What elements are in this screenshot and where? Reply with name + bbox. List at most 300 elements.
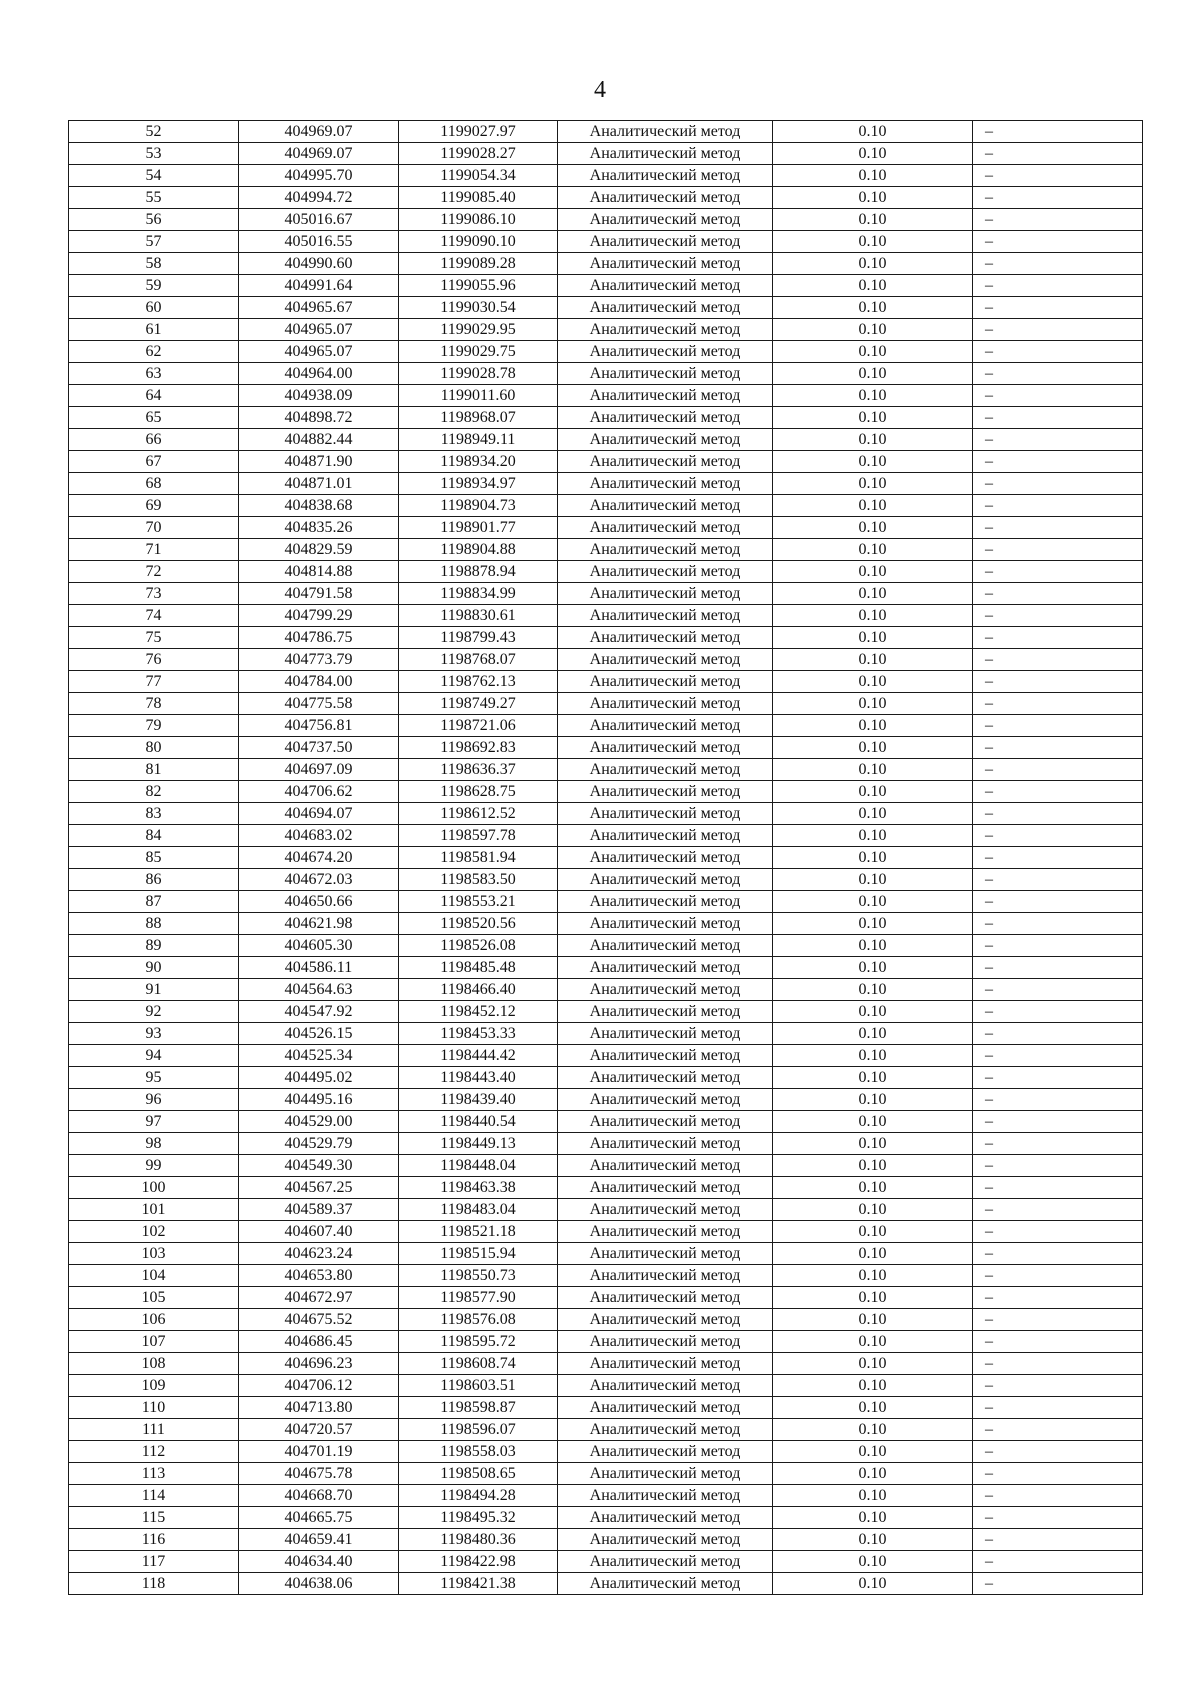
accuracy-cell: 0.10 — [773, 1243, 973, 1265]
point-number-cell: 109 — [69, 1375, 239, 1397]
note-cell: – — [973, 1529, 1143, 1551]
point-number-cell: 90 — [69, 957, 239, 979]
x-coordinate-cell: 404838.68 — [239, 495, 399, 517]
note-cell: – — [973, 1573, 1143, 1595]
point-number-cell: 70 — [69, 517, 239, 539]
x-coordinate-cell: 404791.58 — [239, 583, 399, 605]
table-row — [69, 297, 1143, 319]
table-row — [69, 869, 1143, 891]
point-number-cell: 58 — [69, 253, 239, 275]
note-cell: – — [973, 1045, 1143, 1067]
method-cell: Аналитический метод — [558, 1155, 773, 1177]
table-row — [69, 363, 1143, 385]
y-coordinate-cell: 1198904.88 — [399, 539, 558, 561]
method-cell: Аналитический метод — [558, 1331, 773, 1353]
accuracy-cell: 0.10 — [773, 451, 973, 473]
y-coordinate-cell: 1198598.87 — [399, 1397, 558, 1419]
note-cell: – — [973, 1001, 1143, 1023]
y-coordinate-cell: 1198901.77 — [399, 517, 558, 539]
point-number-cell: 112 — [69, 1441, 239, 1463]
x-coordinate-cell: 404775.58 — [239, 693, 399, 715]
point-number-cell: 98 — [69, 1133, 239, 1155]
point-number-cell: 105 — [69, 1287, 239, 1309]
accuracy-cell: 0.10 — [773, 1045, 973, 1067]
table-row — [69, 1397, 1143, 1419]
x-coordinate-cell: 405016.67 — [239, 209, 399, 231]
y-coordinate-cell: 1199090.10 — [399, 231, 558, 253]
table-row — [69, 1111, 1143, 1133]
note-cell: – — [973, 1067, 1143, 1089]
point-number-cell: 110 — [69, 1397, 239, 1419]
table-row — [69, 715, 1143, 737]
x-coordinate-cell: 404964.00 — [239, 363, 399, 385]
point-number-cell: 72 — [69, 561, 239, 583]
note-cell: – — [973, 275, 1143, 297]
x-coordinate-cell: 404965.07 — [239, 319, 399, 341]
table-row — [69, 143, 1143, 165]
point-number-cell: 91 — [69, 979, 239, 1001]
y-coordinate-cell: 1198553.21 — [399, 891, 558, 913]
y-coordinate-cell: 1198949.11 — [399, 429, 558, 451]
accuracy-cell: 0.10 — [773, 671, 973, 693]
table-row — [69, 253, 1143, 275]
x-coordinate-cell: 404786.75 — [239, 627, 399, 649]
table-row — [69, 605, 1143, 627]
method-cell: Аналитический метод — [558, 1485, 773, 1507]
note-cell: – — [973, 495, 1143, 517]
note-cell: – — [973, 781, 1143, 803]
y-coordinate-cell: 1198749.27 — [399, 693, 558, 715]
y-coordinate-cell: 1198453.33 — [399, 1023, 558, 1045]
table-row — [69, 1331, 1143, 1353]
point-number-cell: 66 — [69, 429, 239, 451]
point-number-cell: 85 — [69, 847, 239, 869]
accuracy-cell: 0.10 — [773, 825, 973, 847]
point-number-cell: 88 — [69, 913, 239, 935]
method-cell: Аналитический метод — [558, 803, 773, 825]
y-coordinate-cell: 1198483.04 — [399, 1199, 558, 1221]
method-cell: Аналитический метод — [558, 759, 773, 781]
method-cell: Аналитический метод — [558, 319, 773, 341]
accuracy-cell: 0.10 — [773, 1133, 973, 1155]
point-number-cell: 68 — [69, 473, 239, 495]
point-number-cell: 83 — [69, 803, 239, 825]
accuracy-cell: 0.10 — [773, 1111, 973, 1133]
point-number-cell: 115 — [69, 1507, 239, 1529]
point-number-cell: 86 — [69, 869, 239, 891]
method-cell: Аналитический метод — [558, 297, 773, 319]
y-coordinate-cell: 1198834.99 — [399, 583, 558, 605]
accuracy-cell: 0.10 — [773, 627, 973, 649]
method-cell: Аналитический метод — [558, 1353, 773, 1375]
y-coordinate-cell: 1199028.78 — [399, 363, 558, 385]
note-cell: – — [973, 715, 1143, 737]
note-cell: – — [973, 429, 1143, 451]
x-coordinate-cell: 404675.52 — [239, 1309, 399, 1331]
method-cell: Аналитический метод — [558, 539, 773, 561]
x-coordinate-cell: 404706.62 — [239, 781, 399, 803]
accuracy-cell: 0.10 — [773, 517, 973, 539]
method-cell: Аналитический метод — [558, 1309, 773, 1331]
point-number-cell: 102 — [69, 1221, 239, 1243]
x-coordinate-cell: 404720.57 — [239, 1419, 399, 1441]
table-row — [69, 1067, 1143, 1089]
method-cell: Аналитический метод — [558, 407, 773, 429]
method-cell: Аналитический метод — [558, 429, 773, 451]
table-row — [69, 649, 1143, 671]
x-coordinate-cell: 404965.07 — [239, 341, 399, 363]
y-coordinate-cell: 1198444.42 — [399, 1045, 558, 1067]
accuracy-cell: 0.10 — [773, 385, 973, 407]
method-cell: Аналитический метод — [558, 143, 773, 165]
method-cell: Аналитический метод — [558, 671, 773, 693]
x-coordinate-cell: 404694.07 — [239, 803, 399, 825]
accuracy-cell: 0.10 — [773, 473, 973, 495]
point-number-cell: 65 — [69, 407, 239, 429]
x-coordinate-cell: 404713.80 — [239, 1397, 399, 1419]
y-coordinate-cell: 1198495.32 — [399, 1507, 558, 1529]
note-cell: – — [973, 1177, 1143, 1199]
point-number-cell: 76 — [69, 649, 239, 671]
x-coordinate-cell: 404549.30 — [239, 1155, 399, 1177]
method-cell: Аналитический метод — [558, 891, 773, 913]
method-cell: Аналитический метод — [558, 781, 773, 803]
point-number-cell: 77 — [69, 671, 239, 693]
point-number-cell: 59 — [69, 275, 239, 297]
table-row — [69, 1221, 1143, 1243]
method-cell: Аналитический метод — [558, 363, 773, 385]
accuracy-cell: 0.10 — [773, 869, 973, 891]
method-cell: Аналитический метод — [558, 1199, 773, 1221]
note-cell: – — [973, 1023, 1143, 1045]
note-cell: – — [973, 803, 1143, 825]
note-cell: – — [973, 1507, 1143, 1529]
x-coordinate-cell: 404659.41 — [239, 1529, 399, 1551]
note-cell: – — [973, 1287, 1143, 1309]
method-cell: Аналитический метод — [558, 869, 773, 891]
table-row — [69, 957, 1143, 979]
accuracy-cell: 0.10 — [773, 1463, 973, 1485]
note-cell: – — [973, 605, 1143, 627]
y-coordinate-cell: 1198508.65 — [399, 1463, 558, 1485]
note-cell: – — [973, 385, 1143, 407]
point-number-cell: 100 — [69, 1177, 239, 1199]
point-number-cell: 96 — [69, 1089, 239, 1111]
method-cell: Аналитический метод — [558, 737, 773, 759]
point-number-cell: 52 — [69, 121, 239, 143]
note-cell: – — [973, 1485, 1143, 1507]
y-coordinate-cell: 1198612.52 — [399, 803, 558, 825]
x-coordinate-cell: 404835.26 — [239, 517, 399, 539]
table-row — [69, 781, 1143, 803]
method-cell: Аналитический метод — [558, 231, 773, 253]
point-number-cell: 101 — [69, 1199, 239, 1221]
note-cell: – — [973, 539, 1143, 561]
method-cell: Аналитический метод — [558, 1441, 773, 1463]
accuracy-cell: 0.10 — [773, 781, 973, 803]
point-number-cell: 111 — [69, 1419, 239, 1441]
y-coordinate-cell: 1198628.75 — [399, 781, 558, 803]
point-number-cell: 107 — [69, 1331, 239, 1353]
x-coordinate-cell: 404589.37 — [239, 1199, 399, 1221]
x-coordinate-cell: 404990.60 — [239, 253, 399, 275]
note-cell: – — [973, 825, 1143, 847]
note-cell: – — [973, 869, 1143, 891]
x-coordinate-cell: 404650.66 — [239, 891, 399, 913]
note-cell: – — [973, 1133, 1143, 1155]
x-coordinate-cell: 404638.06 — [239, 1573, 399, 1595]
y-coordinate-cell: 1198636.37 — [399, 759, 558, 781]
accuracy-cell: 0.10 — [773, 891, 973, 913]
point-number-cell: 62 — [69, 341, 239, 363]
method-cell: Аналитический метод — [558, 451, 773, 473]
method-cell: Аналитический метод — [558, 121, 773, 143]
accuracy-cell: 0.10 — [773, 1551, 973, 1573]
point-number-cell: 71 — [69, 539, 239, 561]
accuracy-cell: 0.10 — [773, 1155, 973, 1177]
note-cell: – — [973, 297, 1143, 319]
x-coordinate-cell: 404607.40 — [239, 1221, 399, 1243]
accuracy-cell: 0.10 — [773, 1089, 973, 1111]
x-coordinate-cell: 404675.78 — [239, 1463, 399, 1485]
method-cell: Аналитический метод — [558, 517, 773, 539]
table-row — [69, 1309, 1143, 1331]
point-number-cell: 116 — [69, 1529, 239, 1551]
accuracy-cell: 0.10 — [773, 561, 973, 583]
note-cell: – — [973, 737, 1143, 759]
x-coordinate-cell: 404665.75 — [239, 1507, 399, 1529]
x-coordinate-cell: 404773.79 — [239, 649, 399, 671]
y-coordinate-cell: 1198485.48 — [399, 957, 558, 979]
x-coordinate-cell: 404784.00 — [239, 671, 399, 693]
x-coordinate-cell: 404706.12 — [239, 1375, 399, 1397]
point-number-cell: 61 — [69, 319, 239, 341]
note-cell: – — [973, 1309, 1143, 1331]
accuracy-cell: 0.10 — [773, 693, 973, 715]
note-cell: – — [973, 143, 1143, 165]
point-number-cell: 57 — [69, 231, 239, 253]
table-row — [69, 165, 1143, 187]
note-cell: – — [973, 517, 1143, 539]
note-cell: – — [973, 451, 1143, 473]
accuracy-cell: 0.10 — [773, 1023, 973, 1045]
note-cell: – — [973, 693, 1143, 715]
method-cell: Аналитический метод — [558, 583, 773, 605]
accuracy-cell: 0.10 — [773, 297, 973, 319]
coordinates-table — [68, 120, 1143, 1595]
accuracy-cell: 0.10 — [773, 1573, 973, 1595]
coordinates-table-body — [69, 121, 1143, 1595]
method-cell: Аналитический метод — [558, 187, 773, 209]
x-coordinate-cell: 404991.64 — [239, 275, 399, 297]
table-row — [69, 737, 1143, 759]
method-cell: Аналитический метод — [558, 627, 773, 649]
note-cell: – — [973, 935, 1143, 957]
x-coordinate-cell: 404623.24 — [239, 1243, 399, 1265]
y-coordinate-cell: 1198596.07 — [399, 1419, 558, 1441]
x-coordinate-cell: 404969.07 — [239, 143, 399, 165]
table-row — [69, 1287, 1143, 1309]
accuracy-cell: 0.10 — [773, 649, 973, 671]
point-number-cell: 78 — [69, 693, 239, 715]
method-cell: Аналитический метод — [558, 1089, 773, 1111]
table-row — [69, 1023, 1143, 1045]
accuracy-cell: 0.10 — [773, 913, 973, 935]
x-coordinate-cell: 404994.72 — [239, 187, 399, 209]
y-coordinate-cell: 1198550.73 — [399, 1265, 558, 1287]
method-cell: Аналитический метод — [558, 1375, 773, 1397]
table-row — [69, 231, 1143, 253]
method-cell: Аналитический метод — [558, 693, 773, 715]
point-number-cell: 97 — [69, 1111, 239, 1133]
point-number-cell: 63 — [69, 363, 239, 385]
table-row — [69, 1441, 1143, 1463]
method-cell: Аналитический метод — [558, 1221, 773, 1243]
note-cell: – — [973, 1111, 1143, 1133]
y-coordinate-cell: 1199027.97 — [399, 121, 558, 143]
note-cell: – — [973, 407, 1143, 429]
method-cell: Аналитический метод — [558, 1243, 773, 1265]
y-coordinate-cell: 1198449.13 — [399, 1133, 558, 1155]
point-number-cell: 75 — [69, 627, 239, 649]
y-coordinate-cell: 1198466.40 — [399, 979, 558, 1001]
table-row — [69, 759, 1143, 781]
x-coordinate-cell: 404529.79 — [239, 1133, 399, 1155]
point-number-cell: 80 — [69, 737, 239, 759]
accuracy-cell: 0.10 — [773, 847, 973, 869]
x-coordinate-cell: 404938.09 — [239, 385, 399, 407]
accuracy-cell: 0.10 — [773, 1001, 973, 1023]
note-cell: – — [973, 891, 1143, 913]
method-cell: Аналитический метод — [558, 1529, 773, 1551]
method-cell: Аналитический метод — [558, 1551, 773, 1573]
accuracy-cell: 0.10 — [773, 1441, 973, 1463]
point-number-cell: 104 — [69, 1265, 239, 1287]
table-row — [69, 429, 1143, 451]
x-coordinate-cell: 404495.02 — [239, 1067, 399, 1089]
note-cell: – — [973, 209, 1143, 231]
method-cell: Аналитический метод — [558, 385, 773, 407]
note-cell: – — [973, 187, 1143, 209]
accuracy-cell: 0.10 — [773, 1221, 973, 1243]
method-cell: Аналитический метод — [558, 847, 773, 869]
x-coordinate-cell: 404969.07 — [239, 121, 399, 143]
y-coordinate-cell: 1199054.34 — [399, 165, 558, 187]
x-coordinate-cell: 404653.80 — [239, 1265, 399, 1287]
note-cell: – — [973, 1419, 1143, 1441]
table-row — [69, 1419, 1143, 1441]
accuracy-cell: 0.10 — [773, 165, 973, 187]
y-coordinate-cell: 1198768.07 — [399, 649, 558, 671]
x-coordinate-cell: 404701.19 — [239, 1441, 399, 1463]
accuracy-cell: 0.10 — [773, 143, 973, 165]
y-coordinate-cell: 1199030.54 — [399, 297, 558, 319]
point-number-cell: 60 — [69, 297, 239, 319]
y-coordinate-cell: 1198520.56 — [399, 913, 558, 935]
table-row — [69, 187, 1143, 209]
table-row — [69, 1573, 1143, 1595]
accuracy-cell: 0.10 — [773, 1199, 973, 1221]
note-cell: – — [973, 627, 1143, 649]
note-cell: – — [973, 847, 1143, 869]
y-coordinate-cell: 1198934.97 — [399, 473, 558, 495]
y-coordinate-cell: 1199028.27 — [399, 143, 558, 165]
table-row — [69, 671, 1143, 693]
accuracy-cell: 0.10 — [773, 715, 973, 737]
accuracy-cell: 0.10 — [773, 1287, 973, 1309]
y-coordinate-cell: 1198463.38 — [399, 1177, 558, 1199]
accuracy-cell: 0.10 — [773, 935, 973, 957]
table-row — [69, 209, 1143, 231]
point-number-cell: 89 — [69, 935, 239, 957]
y-coordinate-cell: 1198595.72 — [399, 1331, 558, 1353]
note-cell: – — [973, 1155, 1143, 1177]
accuracy-cell: 0.10 — [773, 957, 973, 979]
point-number-cell: 82 — [69, 781, 239, 803]
y-coordinate-cell: 1199029.75 — [399, 341, 558, 363]
table-row — [69, 1529, 1143, 1551]
table-row — [69, 451, 1143, 473]
y-coordinate-cell: 1198904.73 — [399, 495, 558, 517]
y-coordinate-cell: 1198603.51 — [399, 1375, 558, 1397]
table-row — [69, 583, 1143, 605]
note-cell: – — [973, 165, 1143, 187]
note-cell: – — [973, 1375, 1143, 1397]
x-coordinate-cell: 404871.90 — [239, 451, 399, 473]
method-cell: Аналитический метод — [558, 957, 773, 979]
accuracy-cell: 0.10 — [773, 1177, 973, 1199]
method-cell: Аналитический метод — [558, 1397, 773, 1419]
accuracy-cell: 0.10 — [773, 605, 973, 627]
table-row — [69, 1551, 1143, 1573]
method-cell: Аналитический метод — [558, 1419, 773, 1441]
method-cell: Аналитический метод — [558, 1023, 773, 1045]
accuracy-cell: 0.10 — [773, 319, 973, 341]
point-number-cell: 74 — [69, 605, 239, 627]
point-number-cell: 81 — [69, 759, 239, 781]
table-row — [69, 341, 1143, 363]
note-cell: – — [973, 1331, 1143, 1353]
x-coordinate-cell: 404799.29 — [239, 605, 399, 627]
method-cell: Аналитический метод — [558, 1111, 773, 1133]
table-row — [69, 1243, 1143, 1265]
table-row — [69, 1045, 1143, 1067]
accuracy-cell: 0.10 — [773, 363, 973, 385]
table-row — [69, 1089, 1143, 1111]
method-cell: Аналитический метод — [558, 1265, 773, 1287]
method-cell: Аналитический метод — [558, 1573, 773, 1595]
note-cell: – — [973, 473, 1143, 495]
accuracy-cell: 0.10 — [773, 341, 973, 363]
method-cell: Аналитический метод — [558, 913, 773, 935]
y-coordinate-cell: 1198597.78 — [399, 825, 558, 847]
point-number-cell: 108 — [69, 1353, 239, 1375]
table-row — [69, 407, 1143, 429]
accuracy-cell: 0.10 — [773, 253, 973, 275]
x-coordinate-cell: 404634.40 — [239, 1551, 399, 1573]
note-cell: – — [973, 1221, 1143, 1243]
accuracy-cell: 0.10 — [773, 1265, 973, 1287]
y-coordinate-cell: 1199029.95 — [399, 319, 558, 341]
note-cell: – — [973, 913, 1143, 935]
method-cell: Аналитический метод — [558, 1045, 773, 1067]
x-coordinate-cell: 404995.70 — [239, 165, 399, 187]
accuracy-cell: 0.10 — [773, 1331, 973, 1353]
table-row — [69, 891, 1143, 913]
accuracy-cell: 0.10 — [773, 275, 973, 297]
y-coordinate-cell: 1198443.40 — [399, 1067, 558, 1089]
table-row — [69, 1353, 1143, 1375]
